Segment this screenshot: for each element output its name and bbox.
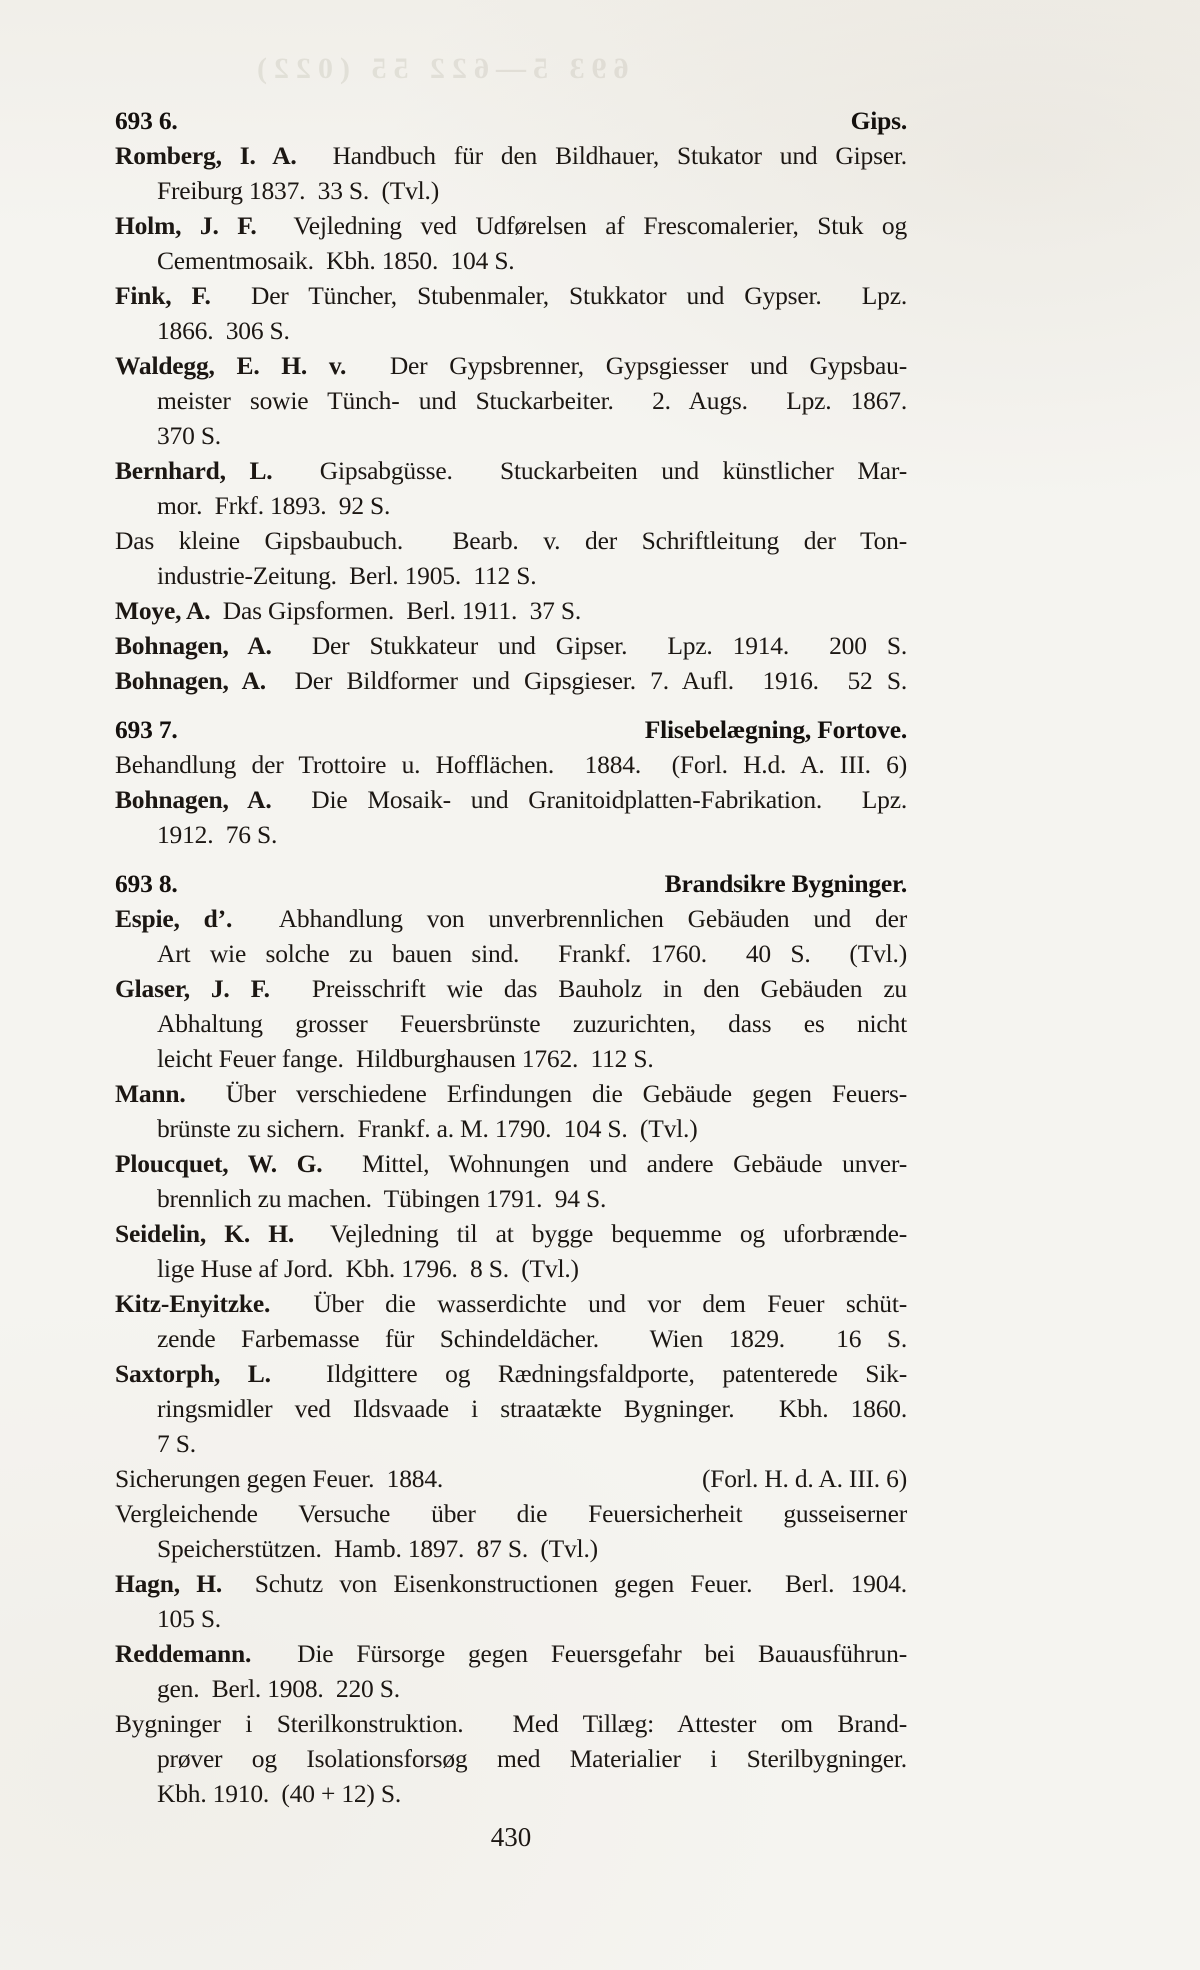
entry-text: meister sowie Tünch- und Stuckarbeiter. 2. Augs. Lpz. 1867. (157, 386, 907, 415)
entry-continuation-line (115, 1391, 907, 1426)
section-heading (115, 866, 907, 901)
entry-line (115, 1496, 907, 1531)
author-name: Reddemann. (115, 1639, 252, 1668)
entry-text: Cementmosaik. Kbh. 1850. 104 S. (157, 246, 515, 275)
entry-line (115, 208, 907, 243)
author-name: Bohnagen, A. (115, 666, 266, 695)
entry-reference: (Forl. H. d. A. III. 6) (701, 1464, 907, 1493)
entry-text: Der Tüncher, Stubenmaler, Stukkator und Gypser. Lpz. (210, 281, 907, 310)
entry-line (115, 747, 907, 782)
entry-continuation-line (115, 1181, 907, 1216)
entry-continuation-line (115, 1426, 907, 1461)
author-name: Mann. (115, 1079, 186, 1108)
section-title: Flisebelægning, Fortove. (644, 715, 907, 744)
entry-text: Der Bildformer und Gipsgieser. 7. Aufl. 1916. 52 S. (265, 666, 908, 695)
entry-line (115, 1146, 907, 1181)
entry-continuation-line (115, 1531, 907, 1566)
entry-line (115, 1461, 907, 1496)
entry-text: Preisschrift wie das Bauholz in den Gebäuden zu (269, 974, 907, 1003)
entry-text: Vergleichende Versuche über die Feuersicherheit gusseiserner (115, 1499, 907, 1528)
entry-line (115, 1706, 907, 1741)
author-name: Moye, A. (115, 596, 211, 625)
entry-line (115, 138, 907, 173)
entry-text: Freiburg 1837. 33 S. (Tvl.) (157, 176, 440, 205)
author-name: Espie, d’. (115, 904, 233, 933)
entry-text: Behandlung der Trottoire u. Hofflächen. 1884. (Forl. H.d. A. III. 6) (115, 750, 907, 779)
entry-text: Art wie solche zu bauen sind. Frankf. 1760. 40 S. (Tvl.) (157, 939, 907, 968)
entry-text: Sicherungen gegen Feuer. 1884. (115, 1464, 444, 1493)
section-number: 693 7. (115, 715, 178, 744)
entry-text: Handbuch für den Bildhauer, Stukator und Gipser. (296, 141, 907, 170)
entry-continuation-line (115, 936, 907, 971)
entry-text: mor. Frkf. 1893. 92 S. (157, 491, 391, 520)
entry-continuation-line (115, 1671, 907, 1706)
author-name: Glaser, J. F. (115, 974, 270, 1003)
entry-continuation-line (115, 817, 907, 852)
entry-text: 1912. 76 S. (157, 820, 278, 849)
author-name: Fink, F. (115, 281, 211, 310)
section-number: 693 8. (115, 869, 178, 898)
entry-text: zende Farbemasse für Schindeldächer. Wien 1829. 16 S. (157, 1324, 907, 1353)
text-block (115, 103, 907, 1811)
entry-text: Vejledning ved Udførelsen af Frescomalerier, Stuk og (256, 211, 908, 240)
author-name: Bohnagen, A. (115, 785, 272, 814)
section-number: 693 6. (115, 106, 178, 135)
entry-text: Mittel, Wohnungen und andere Gebäude unver- (322, 1149, 908, 1178)
entry-text: Ildgittere og Rædningsfaldporte, patenterede Sik- (270, 1359, 907, 1388)
entry-continuation-line (115, 383, 907, 418)
entry-text: prøver og Isolationsforsøg med Materialier i Sterilbygninger. (157, 1744, 907, 1773)
entry-line (115, 1636, 907, 1671)
entry-line (115, 782, 907, 817)
entry-text: Das Gipsformen. Berl. 1911. 37 S. (210, 596, 582, 625)
author-name: Bernhard, L. (115, 456, 273, 485)
entry-line (115, 453, 907, 488)
entry-continuation-line (115, 1251, 907, 1286)
entry-text: 7 S. (157, 1429, 196, 1458)
author-name: Kitz-Enyitzke. (115, 1289, 271, 1318)
entry-line (115, 593, 907, 628)
bleed-through-text: 693 5—622 55 (022) (250, 52, 629, 85)
entry-line (115, 628, 907, 663)
author-name: Waldegg, E. H. v. (115, 351, 347, 380)
author-name: Bohnagen, A. (115, 631, 272, 660)
entry-line (115, 663, 907, 698)
entry-text: Über die wasserdichte und vor dem Feuer schüt- (270, 1289, 907, 1318)
author-name: Romberg, I. A. (115, 141, 297, 170)
entry-text: Abhaltung grosser Feuersbrünste zuzurichten, dass es nicht (157, 1009, 907, 1038)
entry-text: Die Mosaik- und Granitoidplatten-Fabrikation. Lpz. (271, 785, 908, 814)
entry-text: Speicherstützen. Hamb. 1897. 87 S. (Tvl.) (157, 1534, 598, 1563)
entry-text: Vejledning til at bygge bequemme og uforbrænde- (294, 1219, 907, 1248)
author-name: Saxtorph, L. (115, 1359, 271, 1388)
entry-continuation-line (115, 488, 907, 523)
entry-continuation-line (115, 243, 907, 278)
entry-continuation-line (115, 1006, 907, 1041)
entry-text: ringsmidler ved Ildsvaade i straatækte Bygninger. Kbh. 1860. (157, 1394, 907, 1423)
entry-continuation-line (115, 1776, 907, 1811)
entry-line (115, 1216, 907, 1251)
entry-line (115, 901, 907, 936)
entry-continuation-line (115, 173, 907, 208)
author-name: Hagn, H. (115, 1569, 223, 1598)
author-name: Ploucquet, W. G. (115, 1149, 323, 1178)
entry-text: brünste zu sichern. Frankf. a. M. 1790. 104 S. (Tvl.) (157, 1114, 698, 1143)
entry-line (115, 1566, 907, 1601)
entry-text: lige Huse af Jord. Kbh. 1796. 8 S. (Tvl.) (157, 1254, 579, 1283)
entry-line (115, 971, 907, 1006)
entry-line (115, 1286, 907, 1321)
entry-continuation-line (115, 313, 907, 348)
entry-text: brennlich zu machen. Tübingen 1791. 94 S. (157, 1184, 607, 1213)
section-heading (115, 103, 907, 138)
entry-line (115, 278, 907, 313)
entry-text: Bygninger i Sterilkonstruktion. Med Tillæg: Attester om Brand- (115, 1709, 907, 1738)
entry-text: Der Stukkateur und Gipser. Lpz. 1914. 200 S. (271, 631, 907, 660)
author-name: Holm, J. F. (115, 211, 257, 240)
entry-text: Über verschiedene Erfindungen die Gebäude gegen Feuers- (185, 1079, 907, 1108)
section-heading (115, 712, 907, 747)
entry-line (115, 348, 907, 383)
entry-text: industrie-Zeitung. Berl. 1905. 112 S. (157, 561, 537, 590)
entry-text: Schutz von Eisenkonstructionen gegen Feuer. Berl. 1904. (222, 1569, 907, 1598)
entry-text: 1866. 306 S. (157, 316, 290, 345)
section-title: Brandsikre Bygninger. (664, 869, 907, 898)
entry-continuation-line (115, 1321, 907, 1356)
entry-line (115, 1356, 907, 1391)
entry-text: gen. Berl. 1908. 220 S. (157, 1674, 400, 1703)
entry-continuation-line (115, 1741, 907, 1776)
entry-continuation-line (115, 558, 907, 593)
entry-text: Das kleine Gipsbaubuch. Bearb. v. der Schriftleitung der Ton- (115, 526, 907, 555)
entry-continuation-line (115, 1111, 907, 1146)
entry-text: Abhandlung von unverbrennlichen Gebäuden und der (232, 904, 907, 933)
entry-text: Der Gypsbrenner, Gypsgiesser und Gypsbau- (346, 351, 907, 380)
entry-line (115, 1076, 907, 1111)
entry-line (115, 523, 907, 558)
entry-text: 370 S. (157, 421, 221, 450)
entry-text: Die Fürsorge gegen Feuersgefahr bei Bauausführun- (251, 1639, 907, 1668)
entry-continuation-line (115, 1041, 907, 1076)
entry-continuation-line (115, 418, 907, 453)
author-name: Seidelin, K. H. (115, 1219, 295, 1248)
entry-text: Gipsabgüsse. Stuckarbeiten und künstlicher Mar- (272, 456, 907, 485)
page-number: 430 (490, 1822, 532, 1852)
entry-text: 105 S. (157, 1604, 221, 1633)
entry-text: Kbh. 1910. (40 + 12) S. (157, 1779, 402, 1808)
entry-continuation-line (115, 1601, 907, 1636)
entry-text: leicht Feuer fange. Hildburghausen 1762. 112 S. (157, 1044, 654, 1073)
section-title: Gips. (850, 106, 907, 135)
